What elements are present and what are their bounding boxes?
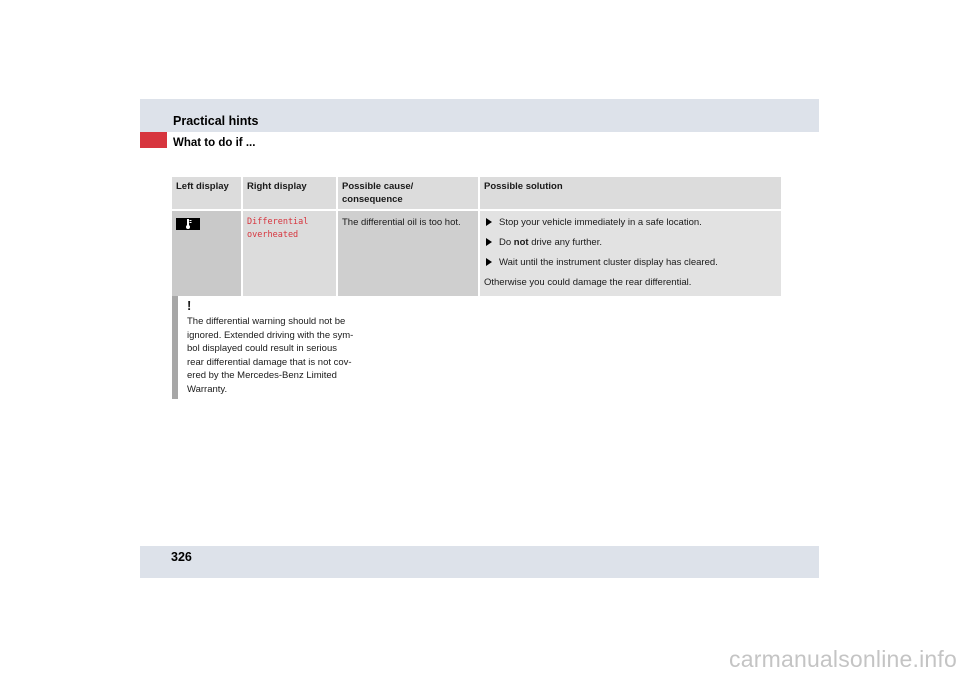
cell-possible-solution: [479, 210, 781, 296]
cell-right-display: [242, 210, 337, 296]
step-text: Wait until the instrument cluster display has cleared.: [499, 257, 718, 268]
footer-band: [140, 546, 819, 578]
note-line: Warranty.: [187, 383, 228, 395]
solution-step: [484, 236, 777, 249]
cell-possible-cause: The differential oil is too hot.: [337, 210, 479, 296]
table-row: [172, 210, 781, 296]
table-header-row: [172, 177, 781, 210]
step-text: Do: [499, 237, 514, 248]
note-line: ignored. Extended driving with the sym-: [187, 329, 354, 341]
solution-note: Otherwise you could damage the rear differential.: [484, 277, 692, 288]
step-emphasis: not: [513, 237, 529, 248]
cell-left-display: [172, 210, 242, 296]
step-text: drive any further.: [528, 237, 602, 248]
step-arrow-icon: [486, 258, 492, 266]
exclamation-icon: !: [187, 298, 192, 313]
header-possible-cause: [337, 177, 479, 210]
subsection-title: What to do if ...: [173, 137, 256, 149]
display-message-line1: Differential: [247, 217, 309, 227]
step-text: Stop your vehicle immediately in a safe location.: [499, 217, 702, 228]
header-left-display: Left display: [172, 177, 242, 210]
header-possible-solution: Possible solution: [479, 177, 781, 210]
solution-step: [484, 256, 777, 269]
display-messages-table: [172, 177, 781, 296]
note-line: bol displayed could result in serious: [187, 343, 337, 355]
header-right-display: Right display: [242, 177, 337, 210]
header-cause-line1: Possible cause/: [342, 181, 414, 192]
differential-temperature-warning-icon: [176, 218, 200, 230]
section-title: Practical hints: [173, 114, 259, 128]
watermark: carmanualsonline.info: [729, 646, 957, 672]
step-arrow-icon: [486, 238, 492, 246]
warning-note: [172, 296, 377, 399]
display-message-line2: overheated: [247, 230, 299, 240]
note-line: The differential warning should not be: [187, 316, 346, 327]
solution-step: [484, 216, 777, 229]
section-marker: [140, 132, 167, 148]
page-number: 326: [171, 550, 192, 564]
note-line: ered by the Mercedes-Benz Limited: [187, 370, 337, 382]
header-cause-line2: consequence: [342, 194, 403, 205]
step-arrow-icon: [486, 218, 492, 226]
note-line: rear differential damage that is not cov-: [187, 356, 352, 368]
